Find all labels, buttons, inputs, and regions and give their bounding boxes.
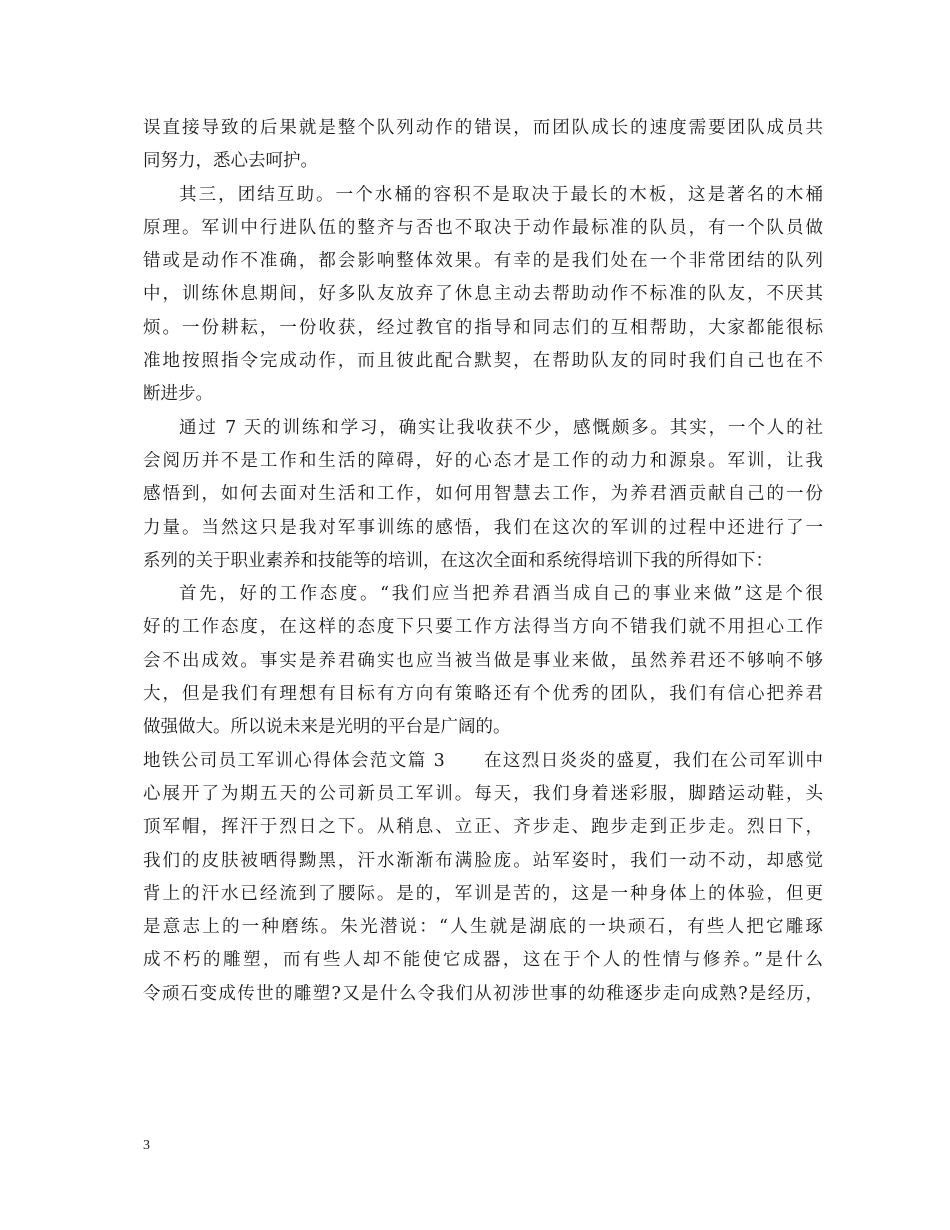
text-line: 背上的汗水已经流到了腰际。是的，军训是苦的，这是一种身体上的体验，但更: [143, 883, 823, 904]
text-line: 我们的皮肤被晒得黝黑，汗水渐渐布满脸庞。站军姿时，我们一动不动，却感觉: [143, 850, 823, 871]
text-line: 断进步。: [143, 384, 213, 405]
text-line: 其三，团结互助。一个水桶的容积不是取决于最长的木板，这是著名的木桶: [179, 184, 823, 205]
text-line: 烦。一份耕耘，一份收获，经过教官的指导和同志们的互相帮助，大家都能很标: [143, 317, 823, 338]
text-line: 系列的关于职业素养和技能等的培训，在这次全面和系统得培训下我的所得如下：: [143, 550, 773, 571]
text-line: 误直接导致的后果就是整个队列动作的错误，而团队成长的速度需要团队成员共: [143, 118, 823, 138]
text-line: 中，训练休息期间，好多队友放弃了休息主动去帮助动作不标准的队友，不厌其: [143, 284, 823, 305]
text-line: 心展开了为期五天的公司新员工军训。每天，我们身着迷彩服，脚踏运动鞋，头: [143, 783, 823, 804]
text-line: 成不朽的雕塑，而有些人却不能使它成器，这在于个人的性情与修养。”是什么: [143, 950, 823, 971]
text-line: 令顽石变成传世的雕塑?又是什么令我们从初涉世事的幼稚逐步走向成熟?是经历，: [143, 983, 823, 1004]
text-line: 顶军帽，挥汗于烈日之下。从稍息、立正、齐步走、跑步走到正步走。烈日下，: [143, 817, 823, 838]
text-line: 通过 7 天的训练和学习，确实让我收获不少，感慨颇多。其实，一个人的社: [179, 417, 823, 438]
text-line: 会不出成效。事实是养君确实也应当被当做是事业来做，虽然养君还不够响不够: [143, 650, 823, 671]
text-line: 会阅历并不是工作和生活的障碍，好的心态才是工作的动力和源泉。军训，让我: [143, 450, 823, 471]
text-line: 原理。军训中行进队伍的整齐与否也不取决于动作最标准的队员，有一个队员做: [143, 217, 823, 238]
document-body: [143, 112, 823, 1011]
text-line: 同努力，悉心去呵护。: [143, 151, 318, 172]
page-number: 3: [143, 1138, 150, 1153]
text-line: 地铁公司员工军训心得体会范文篇 3 在这烈日炎炎的盛夏，我们在公司军训中: [143, 750, 823, 771]
text-line: 大，但是我们有理想有目标有方向有策略还有个优秀的团队，我们有信心把养君: [143, 684, 823, 705]
text-line: 首先，好的工作态度。“我们应当把养君酒当成自己的事业来做”这是个很: [179, 584, 823, 605]
text-line: 是意志上的一种磨练。朱光潜说：“人生就是湖底的一块顽石，有些人把它雕琢: [143, 917, 823, 938]
text-line: 感悟到，如何去面对生活和工作，如何用智慧去工作，为养君酒贡献自己的一份: [143, 484, 823, 505]
text-line: 错或是动作不准确，都会影响整体效果。有幸的是我们处在一个非常团结的队列: [143, 251, 823, 272]
text-line: 做强做大。所以说未来是光明的平台是广阔的。: [143, 717, 511, 738]
text-line: 准地按照指令完成动作，而且彼此配合默契，在帮助队友的同时我们自己也在不: [143, 351, 823, 372]
text-line: 力量。当然这只是我对军事训练的感悟，我们在这次的军训的过程中还进行了一: [143, 517, 823, 538]
text-line: 好的工作态度，在这样的态度下只要工作方法得当方向不错我们就不用担心工作: [143, 617, 823, 638]
